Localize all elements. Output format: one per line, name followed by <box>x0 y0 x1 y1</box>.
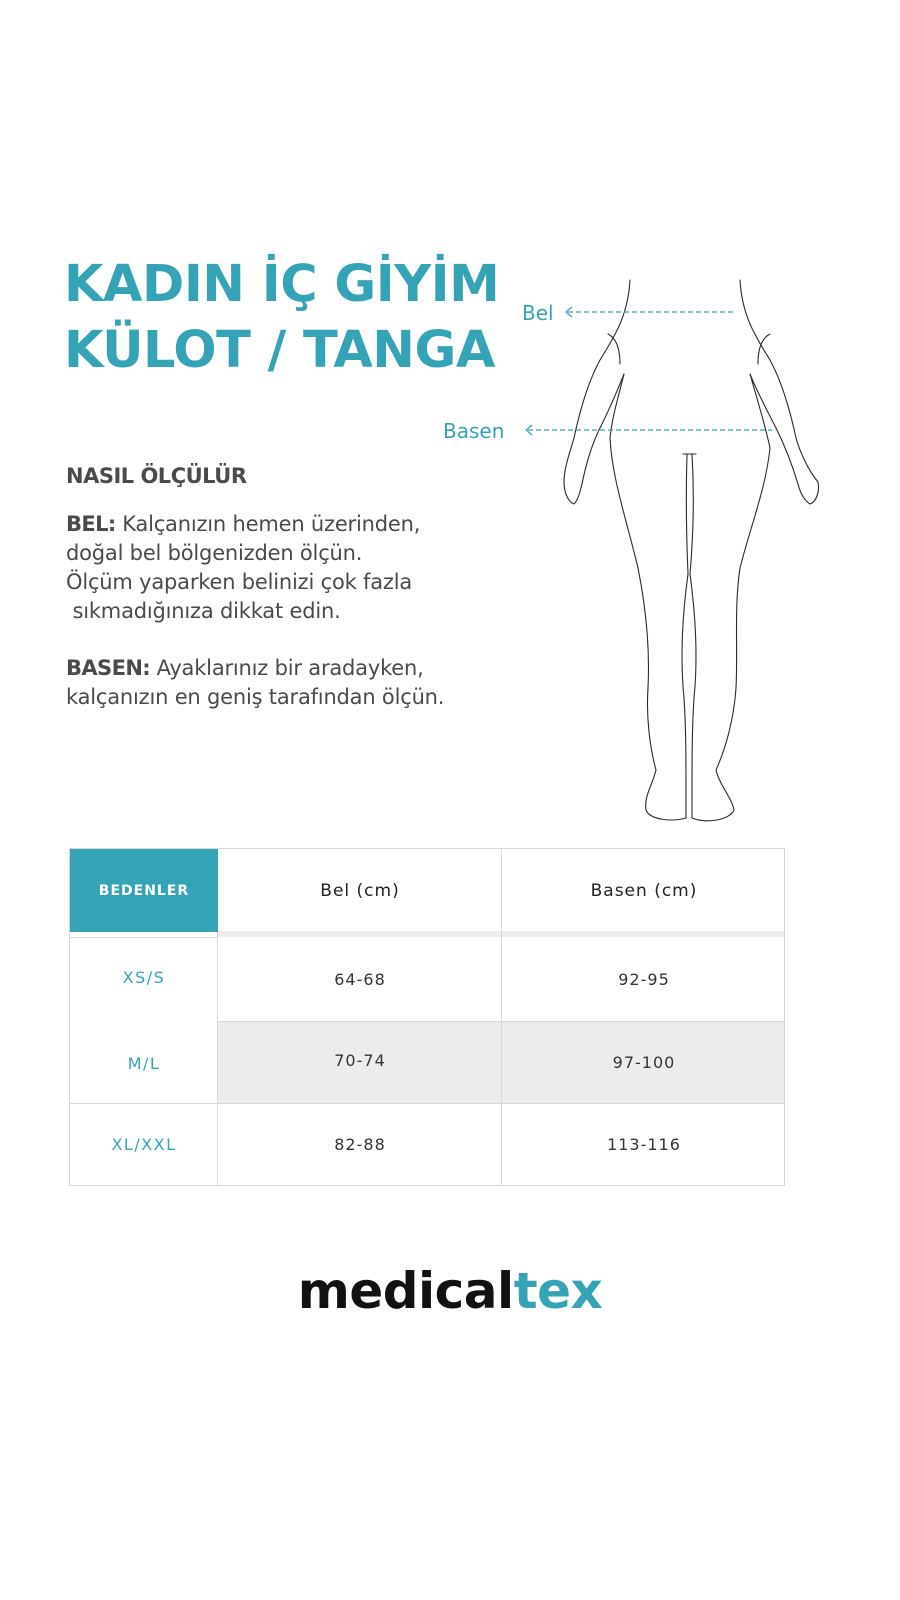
size-xl-xxl: XL/XXL <box>111 1134 177 1154</box>
title-line-1: KADIN İÇ GİYİM <box>64 255 500 314</box>
basen-instructions-label: BASEN: <box>66 656 151 680</box>
left-leg-outline <box>610 374 686 820</box>
right-leg-outline <box>692 374 770 821</box>
body-measurement-figure <box>440 278 840 838</box>
bel-line-3: Ölçüm yaparken belinizi çok fazla <box>66 570 413 594</box>
size-m-l: M/L <box>127 1053 161 1073</box>
size-xs-s: XS/S <box>122 967 166 987</box>
bel-xl-xxl: 82-88 <box>334 1134 386 1154</box>
brand-logo <box>0 1262 900 1320</box>
left-arm-outline <box>564 280 630 504</box>
page-title <box>64 252 499 384</box>
basen-label: Basen <box>443 419 505 443</box>
bel-xs-s: 64-68 <box>334 969 386 989</box>
basen-xs-s: 92-95 <box>618 969 670 989</box>
bel-instructions-label: BEL: <box>66 512 116 536</box>
brand-part-tex: tex <box>513 1262 603 1320</box>
inner-leg-outline <box>682 454 688 798</box>
header-bedenler: BEDENLER <box>70 849 218 932</box>
bel-line-4: sıkmadığınıza dikkat edin. <box>66 599 341 623</box>
basen-m-l: 97-100 <box>612 1052 676 1072</box>
bel-instructions <box>66 510 420 626</box>
bel-line-2: doğal bel bölgenizden ölçün. <box>66 541 363 565</box>
header-bel: Bel (cm) <box>320 880 400 901</box>
basen-xl-xxl: 113-116 <box>607 1134 681 1154</box>
how-to-measure-heading: NASIL ÖLÇÜLÜR <box>66 464 247 488</box>
size-chart-table <box>69 848 785 1186</box>
brand-part-medical: medical <box>297 1262 514 1320</box>
bel-line-1: Kalçanızın hemen üzerinden, <box>115 512 421 536</box>
basen-line-1: Ayaklarınız bir aradayken, <box>150 656 424 680</box>
bel-m-l: 70-74 <box>334 1050 386 1070</box>
header-basen: Basen (cm) <box>590 880 698 901</box>
right-arm-outline <box>740 280 819 504</box>
basen-instructions <box>66 654 444 712</box>
basen-line-2: kalçanızın en geniş tarafından ölçün. <box>66 685 445 709</box>
title-line-2: KÜLOT / TANGA <box>64 321 495 380</box>
bel-label: Bel <box>522 301 554 325</box>
